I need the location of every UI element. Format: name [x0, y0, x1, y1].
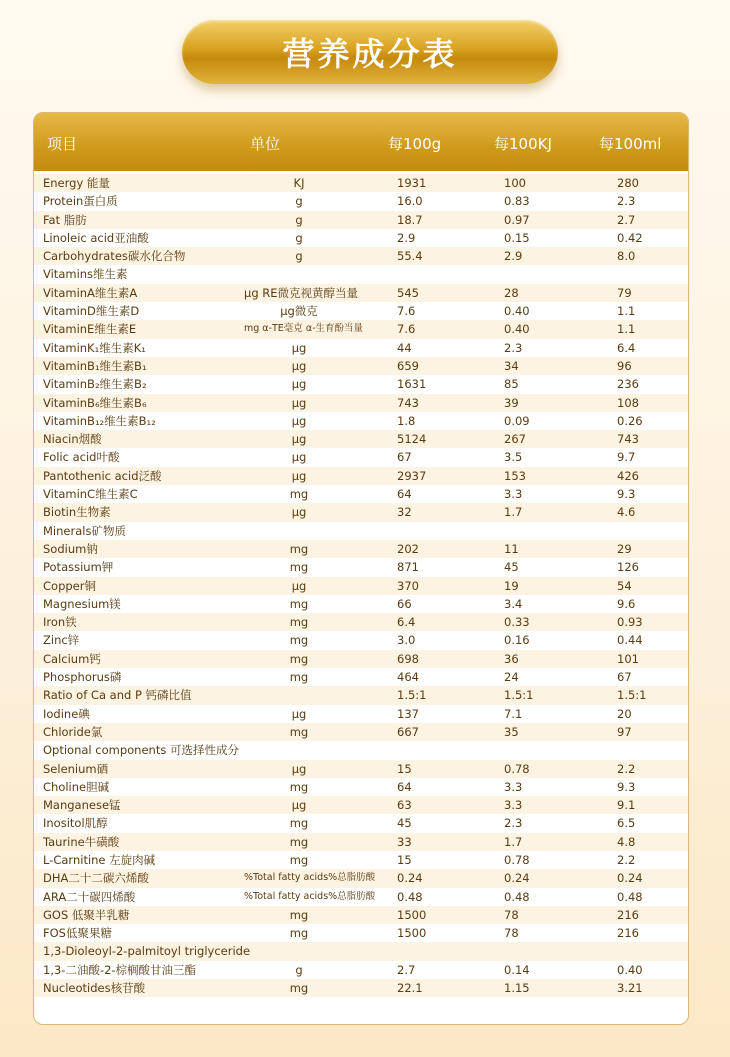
table-row [34, 430, 688, 448]
row-per-100g: 6.4 [397, 615, 416, 630]
row-per-100ml: 0.93 [617, 615, 643, 630]
row-name: Sodium钠 [43, 541, 98, 556]
table-row [34, 174, 688, 192]
row-per-100g: 7.6 [397, 322, 416, 337]
row-per-100kj: 3.3 [504, 779, 523, 794]
row-unit: μg [291, 413, 307, 428]
row-name: Copper铜 [43, 578, 96, 593]
row-per-100g: 2937 [397, 468, 427, 483]
row-per-100g: 22.1 [397, 981, 423, 996]
row-per-100g: 63 [397, 798, 412, 813]
row-per-100kj: 0.83 [504, 194, 530, 209]
row-unit: mg [289, 560, 309, 575]
table-row [34, 192, 688, 210]
row-per-100kj: 0.24 [504, 871, 530, 886]
table-row [34, 558, 688, 576]
table-row [34, 357, 688, 375]
row-unit: μg RE微克视黄醇当量 [244, 285, 359, 300]
row-per-100kj: 0.33 [504, 615, 530, 630]
row-per-100g: 1631 [397, 377, 427, 392]
row-per-100ml: 108 [617, 395, 639, 410]
row-unit: %Total fatty acids%总脂肪酸 [244, 872, 376, 884]
row-unit: mg [289, 596, 309, 611]
row-per-100ml: 0.44 [617, 633, 643, 648]
row-per-100kj: 0.78 [504, 852, 530, 867]
row-name: 1,3-二油酸-2-棕榈酸甘油三酯 [43, 962, 197, 977]
row-per-100ml: 2.7 [617, 212, 636, 227]
row-per-100g: 464 [397, 670, 419, 685]
row-per-100kj: 3.3 [504, 798, 523, 813]
row-per-100ml: 2.3 [617, 194, 636, 209]
row-per-100ml: 6.4 [617, 340, 636, 355]
row-per-100kj: 85 [504, 377, 519, 392]
row-per-100kj: 0.09 [504, 413, 530, 428]
row-per-100g: 5124 [397, 432, 427, 447]
row-per-100ml: 743 [617, 432, 639, 447]
row-name: Inositol肌醇 [43, 816, 108, 831]
row-per-100kj: 0.78 [504, 761, 530, 776]
row-unit: μg [291, 450, 307, 465]
row-unit: g [295, 249, 303, 264]
row-per-100kj: 1.7 [504, 505, 523, 520]
row-name: Folic acid叶酸 [43, 450, 120, 465]
row-per-100g: 871 [397, 560, 419, 575]
table-row [34, 888, 688, 906]
row-per-100kj: 3.5 [504, 450, 523, 465]
row-per-100kj: 36 [504, 651, 519, 666]
row-name: Minerals矿物质 [43, 523, 126, 538]
row-name: Selenium硒 [43, 761, 109, 776]
row-unit: mg [289, 670, 309, 685]
row-name: Pantothenic acid泛酸 [43, 468, 162, 483]
header-per-100kj: 每100KJ [494, 135, 552, 153]
row-unit: μg [291, 578, 307, 593]
header-item: 项目 [47, 135, 78, 153]
row-unit: mg [289, 487, 309, 502]
table-row [34, 924, 688, 942]
row-name: Optional components 可选择性成分 [43, 743, 239, 758]
table-row [34, 906, 688, 924]
row-unit: g [295, 194, 303, 209]
row-per-100g: 7.6 [397, 304, 416, 319]
row-per-100kj: 0.16 [504, 633, 530, 648]
row-per-100g: 698 [397, 651, 419, 666]
row-unit: mg [289, 981, 309, 996]
row-unit: g [295, 962, 303, 977]
table-row [34, 833, 688, 851]
row-unit: mg [289, 615, 309, 630]
table-row [34, 485, 688, 503]
row-per-100kj: 78 [504, 926, 519, 941]
row-per-100kj: 1.15 [504, 981, 530, 996]
row-name: VitaminK₁维生素K₁ [43, 340, 146, 355]
row-per-100g: 1500 [397, 926, 427, 941]
row-per-100g: 370 [397, 578, 419, 593]
row-per-100ml: 101 [617, 651, 639, 666]
row-per-100kj: 2.3 [504, 340, 523, 355]
table-row [34, 668, 688, 686]
row-per-100g: 137 [397, 706, 419, 721]
row-per-100g: 2.7 [397, 962, 416, 977]
row-name: Magnesium镁 [43, 596, 121, 611]
row-name: Carbohydrates碳水化合物 [43, 249, 186, 264]
table-row [34, 613, 688, 631]
row-name: Energy 能量 [43, 176, 110, 190]
title-banner [182, 20, 558, 84]
table-row [34, 650, 688, 668]
table-row [34, 540, 688, 558]
row-unit: μg [291, 340, 307, 355]
row-per-100g: 64 [397, 487, 412, 502]
row-name: Potassium钾 [43, 560, 114, 575]
row-per-100g: 1500 [397, 907, 427, 922]
row-per-100g: 0.48 [397, 889, 423, 904]
row-unit: mg [289, 541, 309, 556]
row-per-100g: 0.24 [397, 871, 423, 886]
row-name: VitaminB₁₂维生素B₁₂ [43, 413, 156, 428]
row-per-100ml: 1.1 [617, 304, 636, 319]
row-per-100kj: 267 [504, 432, 526, 447]
row-per-100ml: 96 [617, 358, 632, 373]
row-name: 1,3-Dioleoyl-2-palmitoyl triglyceride [43, 944, 251, 959]
row-name: Vitamins维生素 [43, 267, 128, 282]
row-name: Ratio of Ca and P 钙磷比值 [43, 688, 192, 703]
row-per-100kj: 3.3 [504, 487, 523, 502]
table-row [34, 979, 688, 997]
row-name: Fat 脂肪 [43, 212, 87, 227]
row-unit: μg [291, 377, 307, 392]
row-per-100g: 66 [397, 596, 412, 611]
row-name: Niacin烟酸 [43, 432, 102, 447]
row-per-100g: 3.0 [397, 633, 416, 648]
row-name: VitaminB₁维生素B₁ [43, 358, 147, 373]
page-title: 营养成分表 [282, 35, 458, 73]
row-per-100g: 659 [397, 358, 419, 373]
row-per-100ml: 9.7 [617, 450, 636, 465]
row-per-100ml: 0.42 [617, 230, 643, 245]
row-per-100g: 15 [397, 852, 412, 867]
row-unit: μg [291, 798, 307, 813]
row-unit: %Total fatty acids%总脂肪酸 [244, 890, 376, 902]
row-per-100ml: 9.6 [617, 596, 636, 611]
row-name: Iron铁 [43, 615, 77, 630]
table-row [34, 869, 688, 887]
table-row [34, 851, 688, 869]
row-per-100kj: 3.4 [504, 596, 523, 611]
row-per-100g: 667 [397, 724, 419, 739]
row-per-100ml: 9.3 [617, 779, 636, 794]
row-per-100g: 55.4 [397, 249, 423, 264]
row-per-100ml: 4.6 [617, 505, 636, 520]
row-name: Chloride氯 [43, 724, 103, 739]
row-name: VitaminC维生素C [43, 487, 138, 502]
row-name: Manganese锰 [43, 798, 121, 813]
row-name: L-Carnitine 左旋肉碱 [43, 852, 156, 867]
row-per-100g: 1.8 [397, 413, 416, 428]
table-row [34, 503, 688, 521]
row-per-100ml: 1.5:1 [617, 688, 647, 703]
table-row [34, 760, 688, 778]
row-name: VitaminA维生素A [43, 285, 138, 300]
row-unit: μg微克 [280, 304, 318, 319]
row-name: DHA二十二碳六烯酸 [43, 871, 149, 886]
row-unit: KJ [293, 176, 305, 190]
row-per-100kj: 2.3 [504, 816, 523, 831]
row-per-100g: 545 [397, 285, 419, 300]
table-row [34, 211, 688, 229]
row-per-100ml: 236 [617, 377, 639, 392]
row-per-100kj: 45 [504, 560, 519, 575]
table-row [34, 961, 688, 979]
table-row [34, 412, 688, 430]
table-row [34, 265, 688, 283]
row-unit: mg [289, 816, 309, 831]
row-per-100kj: 11 [504, 541, 519, 556]
table-row [34, 284, 688, 302]
row-per-100g: 18.7 [397, 212, 423, 227]
row-per-100g: 202 [397, 541, 419, 556]
nutrition-table [33, 112, 689, 1025]
table-body [34, 174, 688, 997]
row-per-100g: 32 [397, 505, 412, 520]
row-per-100g: 1.5:1 [397, 688, 427, 703]
row-name: VitaminE维生素E [43, 322, 137, 337]
row-unit: g [295, 230, 303, 245]
row-per-100kj: 39 [504, 395, 519, 410]
table-row [34, 247, 688, 265]
row-name: Phosphorus磷 [43, 670, 122, 685]
row-per-100ml: 2.2 [617, 852, 636, 867]
row-unit: μg [291, 505, 307, 520]
row-per-100kj: 0.40 [504, 322, 530, 337]
row-per-100ml: 9.1 [617, 798, 636, 813]
row-per-100ml: 8.0 [617, 249, 636, 264]
row-unit: μg [291, 395, 307, 410]
table-row [34, 522, 688, 540]
table-row [34, 467, 688, 485]
row-per-100g: 2.9 [397, 230, 416, 245]
table-row [34, 814, 688, 832]
row-name: FOS低聚果糖 [43, 926, 112, 941]
row-per-100g: 33 [397, 834, 412, 849]
table-row [34, 723, 688, 741]
row-unit: mg [289, 907, 309, 922]
table-row [34, 448, 688, 466]
table-row [34, 631, 688, 649]
table-row [34, 320, 688, 338]
row-per-100kj: 0.14 [504, 962, 530, 977]
row-per-100ml: 3.21 [617, 981, 643, 996]
table-row [34, 339, 688, 357]
row-per-100ml: 216 [617, 907, 639, 922]
table-row [34, 577, 688, 595]
row-unit: μg [291, 468, 307, 483]
row-name: Calcium钙 [43, 651, 101, 666]
row-unit: g [295, 212, 303, 227]
row-per-100kj: 78 [504, 907, 519, 922]
row-unit: μg [291, 432, 307, 447]
row-per-100ml: 97 [617, 724, 632, 739]
row-per-100ml: 426 [617, 468, 639, 483]
row-per-100g: 15 [397, 761, 412, 776]
row-name: Iodine碘 [43, 706, 90, 721]
row-per-100ml: 29 [617, 541, 632, 556]
row-per-100ml: 6.5 [617, 816, 636, 831]
row-name: Protein蛋白质 [43, 194, 118, 209]
table-row [34, 229, 688, 247]
row-per-100kj: 19 [504, 578, 519, 593]
table-row [34, 686, 688, 704]
table-row [34, 595, 688, 613]
row-name: VitaminB₂维生素B₂ [43, 377, 147, 392]
row-name: Nucleotides核苷酸 [43, 981, 146, 996]
table-row [34, 778, 688, 796]
row-per-100g: 16.0 [397, 194, 423, 209]
row-per-100ml: 2.2 [617, 761, 636, 776]
row-per-100g: 67 [397, 450, 412, 465]
row-per-100ml: 4.8 [617, 834, 636, 849]
row-name: Linoleic acid亚油酸 [43, 230, 149, 245]
row-unit: mg [289, 724, 309, 739]
row-name: Biotin生物素 [43, 505, 111, 520]
row-unit: mg [289, 834, 309, 849]
row-per-100kj: 24 [504, 670, 519, 685]
table-row [34, 942, 688, 960]
row-per-100g: 45 [397, 816, 412, 831]
row-name: Taurine牛磺酸 [43, 834, 120, 849]
table-row [34, 394, 688, 412]
row-per-100kj: 0.97 [504, 212, 530, 227]
row-per-100kj: 35 [504, 724, 519, 739]
row-unit: mg α-TE毫克 α-生育酚当量 [244, 323, 364, 335]
row-per-100ml: 54 [617, 578, 632, 593]
row-unit: mg [289, 651, 309, 666]
row-per-100kj: 2.9 [504, 249, 523, 264]
row-unit: mg [289, 852, 309, 867]
row-per-100kj: 1.7 [504, 834, 523, 849]
header-per-100ml: 每100ml [599, 135, 662, 153]
header-unit: 单位 [250, 135, 281, 153]
row-unit: mg [289, 779, 309, 794]
table-row [34, 375, 688, 393]
table-header [34, 113, 688, 171]
row-per-100kj: 0.48 [504, 889, 530, 904]
row-per-100ml: 9.3 [617, 487, 636, 502]
row-per-100g: 44 [397, 340, 412, 355]
row-per-100g: 1931 [397, 176, 427, 190]
table-row [34, 302, 688, 320]
row-per-100ml: 0.24 [617, 871, 643, 886]
row-per-100kj: 28 [504, 285, 519, 300]
row-per-100g: 743 [397, 395, 419, 410]
table-row [34, 705, 688, 723]
row-per-100ml: 1.1 [617, 322, 636, 337]
row-per-100kj: 1.5:1 [504, 688, 534, 703]
row-unit: mg [289, 926, 309, 941]
row-name: GOS 低聚半乳糖 [43, 907, 130, 922]
row-per-100g: 64 [397, 779, 412, 794]
row-per-100ml: 0.40 [617, 962, 643, 977]
row-per-100ml: 216 [617, 926, 639, 941]
row-name: Zinc锌 [43, 633, 80, 648]
row-per-100ml: 126 [617, 560, 639, 575]
row-name: VitaminD维生素D [43, 304, 140, 319]
row-per-100ml: 20 [617, 706, 632, 721]
row-per-100kj: 100 [504, 176, 526, 190]
table-row [34, 741, 688, 759]
table-row [34, 796, 688, 814]
row-unit: mg [289, 633, 309, 648]
row-unit: μg [291, 706, 307, 721]
row-per-100ml: 0.48 [617, 889, 643, 904]
row-per-100ml: 67 [617, 670, 632, 685]
row-per-100kj: 0.40 [504, 304, 530, 319]
row-name: VitaminB₆维生素B₆ [43, 395, 147, 410]
row-per-100ml: 0.26 [617, 413, 643, 428]
row-per-100kj: 34 [504, 358, 519, 373]
row-per-100ml: 280 [617, 176, 639, 190]
row-per-100kj: 153 [504, 468, 526, 483]
row-name: Choline胆碱 [43, 779, 110, 794]
row-per-100kj: 0.15 [504, 230, 530, 245]
row-per-100kj: 7.1 [504, 706, 523, 721]
header-per-100g: 每100g [388, 135, 442, 153]
row-unit: μg [291, 761, 307, 776]
row-name: ARA二十碳四烯酸 [43, 889, 136, 904]
row-unit: μg [291, 358, 307, 373]
row-per-100ml: 79 [617, 285, 632, 300]
